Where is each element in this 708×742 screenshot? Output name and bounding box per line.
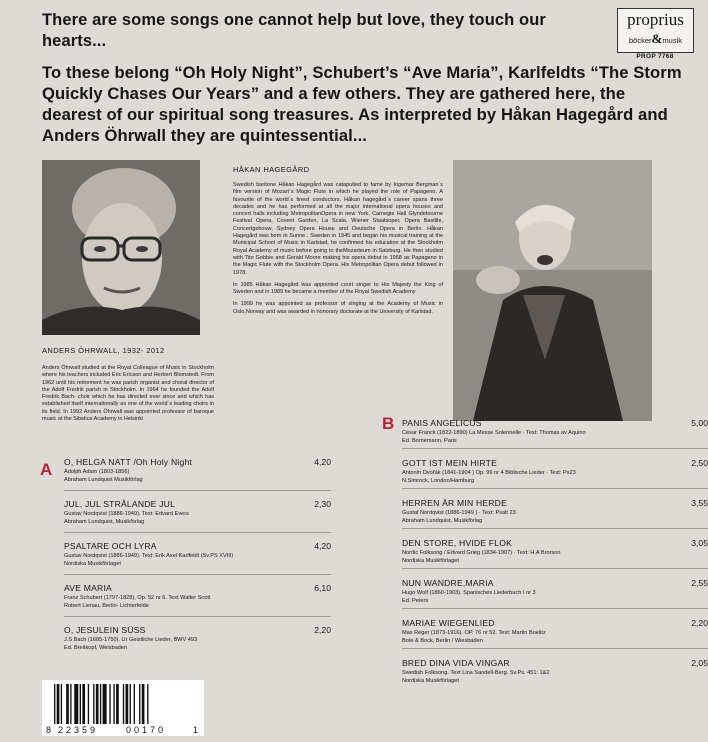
- track-title: BRED DINA VIDA VINGAR: [402, 658, 510, 668]
- track-publisher: Robert Lienau, Berlin- Lichterfelde: [64, 603, 149, 609]
- barcode-bar: [96, 684, 99, 724]
- barcode-bar: [54, 684, 55, 724]
- track-item: [402, 418, 708, 449]
- barcode-bar: [88, 684, 89, 724]
- hakan-photo: [453, 160, 652, 421]
- track-duration: 5,00: [691, 418, 708, 428]
- hakan-bio-paragraph: In 1985 Håkan Hagegård was appointed court singer to His Majesty the King of Sweden and in 1989 he became a member of the Royal Swedish Academy: [233, 281, 443, 296]
- track-publisher: Ed. Bornemann, Paris: [402, 438, 457, 444]
- barcode-digit-last: 1: [193, 725, 199, 735]
- logo-sub-right: musik: [662, 36, 682, 45]
- side-a-letter: A: [40, 460, 53, 479]
- barcode-bar: [113, 684, 114, 724]
- track-publisher: Ed. Breitkopf, Weisbaden: [64, 645, 128, 651]
- track-composer: Gustaf Nordqvist (1886-1949 ) · Text: Psalt 23: [402, 510, 516, 516]
- barcode-bar: [80, 684, 81, 724]
- track-item: [64, 541, 331, 575]
- track-title: O, JESULEIN SÜSS: [64, 625, 146, 635]
- proprius-logo: [617, 8, 694, 53]
- track-item: [402, 498, 708, 529]
- track-composer: Franz Schubert (1797-1828), Op. 52 nr 6. Text Walter Scott: [64, 595, 211, 601]
- track-title: PANIS ANGELICUS: [402, 418, 482, 428]
- track-duration: 6,10: [314, 583, 331, 593]
- track-duration: 4,20: [314, 541, 331, 551]
- main-text: To these belong “Oh Holy Night”, Schubert’s “Ave Maria”, Karlfeldts “The Storm Quickly Chases Our Years” and a few others. They are gathered here, the dearest of our spiritual song treasures. As interpreted by Håkan Hagegård and Anders Öhrwall they are quintessential...: [42, 63, 682, 145]
- side-b-letter: B: [382, 414, 395, 433]
- track-publisher: Abraham Lundquist, Musikförlag: [402, 518, 483, 524]
- barcode-bar: [126, 684, 129, 724]
- track-composer: Nordic Folksong / Edvard Grieg (1834-1907) · Text: H.A Brorson: [402, 550, 561, 556]
- track-title: O, HELGA NATT /Oh Holy Night: [64, 457, 193, 467]
- track-duration: 4,20: [314, 457, 331, 467]
- track-duration: 2,05: [691, 658, 708, 668]
- track-publisher: N.Simrock, London/Hamburg: [402, 478, 475, 484]
- barcode-bar: [93, 684, 94, 724]
- track-title: MARIAE WIEGENLIED: [402, 618, 495, 628]
- track-publisher: Nordiska Musikförlaget: [402, 678, 459, 684]
- track-item: [402, 658, 708, 688]
- track-duration: 2,20: [691, 618, 708, 628]
- track-composer: César Franck (1822-1890) La Messe Solennelle · Text: Thomas av Aquino: [402, 430, 586, 436]
- track-title: GOTT IST MEIN HIRTE: [402, 458, 497, 468]
- barcode-bar: [82, 684, 85, 724]
- track-composer: J.S Bach (1685-1750). Ur Geistliche Lieder, BWV 493: [64, 637, 198, 643]
- barcode-bar: [139, 684, 140, 724]
- catalog-number: PROP 7768: [636, 53, 674, 60]
- track-publisher: Nordiska Musikförlaget: [402, 558, 459, 564]
- barcode-digits-right: 00170: [126, 725, 167, 735]
- track-composer: Swedish Folksong. Text Lina Sandell-Berg. Sv.Ps. 451: 1&2: [402, 670, 550, 676]
- track-duration: 2,50: [691, 458, 708, 468]
- barcode-digits-left: 22359: [58, 725, 99, 735]
- barcode-digit-first: 8: [46, 725, 52, 735]
- barcode-bar: [103, 684, 107, 724]
- hakan-bio-paragraph: In 1999 he was appointed as professor of singing at the Academy of Music in Oslo,Norway and was awarded in honorary doctorate at the University of Karlstad.: [233, 301, 443, 315]
- anders-bio: Anders Öhrwall studied at the Royal Colleague of Music in Stockholm where his teachers included Eric Ericson and Herbert Blomstedt. From 1962 until his retirement he was parish organist and choral director of the Adolf Fredrik parish in Stockholm. In 1964 he founded the Adolf Fredrik Bach- choir which he has directed ever since and which has established itself internationally as one of the world´s leading choirs in its field. In 1992 Anders Öhrwall was appointed professor of baroque music at the Sibelius Academy in Helsinki: [42, 365, 214, 423]
- track-publisher: Nordiska Musikförlaget: [64, 561, 121, 567]
- track-duration: 3,55: [691, 498, 708, 508]
- barcode-bar: [109, 684, 110, 724]
- track-item: [402, 578, 708, 609]
- intro-text: There are some songs one cannot help but love, they touch our hearts...: [42, 11, 546, 50]
- track-composer: Gustav Nordqvist (1886-1949). Text: Erik Axel Karlfeldt (Sv.PS XVIII): [64, 553, 234, 559]
- barcode-bar: [74, 684, 78, 724]
- barcode-bar: [70, 684, 71, 724]
- track-publisher: Abraham Lundquist, Musikförlag: [64, 519, 145, 525]
- track-item: [64, 625, 331, 658]
- track-item: [64, 499, 331, 533]
- track-title: PSALTARE OCH LYRA: [64, 541, 157, 551]
- track-composer: Adolph Adam (1803-1856): [64, 469, 130, 475]
- track-duration: 2,20: [314, 625, 331, 635]
- anders-caption: ANDERS ÖHRWALL, 1932- 2012: [42, 346, 165, 355]
- barcode-bar: [61, 684, 62, 724]
- track-publisher: Ed. Peters: [402, 598, 429, 604]
- barcode-bar: [116, 684, 119, 724]
- track-item: [64, 457, 331, 491]
- barcode-bar: [123, 684, 124, 724]
- track-publisher: Abraham Lundquist Musikförlag: [64, 477, 143, 483]
- track-title: NUN WANDRE,MARIA: [402, 578, 494, 588]
- track-duration: 2,55: [691, 578, 708, 588]
- logo-name: proprius: [627, 10, 684, 29]
- barcode-bar: [142, 684, 145, 724]
- track-item: [402, 538, 708, 569]
- barcode-bar: [147, 684, 148, 724]
- hakan-bio: [233, 182, 443, 321]
- track-duration: 3,05: [691, 538, 708, 548]
- barcode-bar: [66, 684, 69, 724]
- track-publisher: Bote & Bock, Berlin / Wiesbaden: [402, 638, 483, 644]
- track-title: DEN STORE, HVIDE FLOK: [402, 538, 513, 548]
- barcode-bar: [57, 684, 60, 724]
- track-title: HERREN ÄR MIN HERDE: [402, 498, 508, 508]
- anders-photo: [42, 160, 200, 335]
- track-title: AVE MARIA: [64, 583, 112, 593]
- hakan-title: HÅKAN HAGEGÅRD: [233, 165, 310, 174]
- track-duration: 2,30: [314, 499, 331, 509]
- track-title: JUL, JUL STRÅLANDE JUL: [64, 499, 176, 509]
- logo-subtitle: [618, 31, 693, 47]
- track-composer: Antonín Dvořák (1841-1904 ) Op. 99 nr 4 Biblische Lieder · Text: Ps23: [402, 470, 576, 476]
- barcode-bars: [54, 684, 149, 724]
- track-composer: Max Reger (1873-1916). OP. 76 nr 52. Text: Martin Boelitz: [402, 630, 546, 636]
- track-composer: Hugo Wolf (1860-1903). Spanisches Liederbuch I nr 3: [402, 590, 536, 596]
- barcode: [42, 680, 204, 736]
- track-item: [64, 583, 331, 617]
- hakan-bio-paragraph: Swedish baritone Håkan Hagegård was catapulted to fame by Ingemar Bergman´s film version of Mozart´s Magic Flute in which he played the role of Papageno. A favourite of the world´s finest conductors, Håkan hagegård´s career spans three decades and he has performed at all the major international opera houses and concert halls including MetropolitanOpera in new York, Carnegie Hall Glyndebourne Festival Opera, Covent Garden, La Scala, Wiener Staatsoper, Opera Bastille, Concertgebouw, Sydney Opera House and Deutsche Opera in Berlin. Håkan Hagegård was born in Sunne , Sweden in 1945 and began his musical training at the Municipal School of Music in Karlstad, he confirmed his education at the Stockholm Royal Academy of music before going to theMozarteum in Salzburg. He then studied with Tito Gobbie and Gerald Moore making his opera debut in 1968 as Papageno in the Magic Flute with the Stockholm Opera. His Metropolitan Opera debut followed in 1978.: [233, 182, 443, 276]
- barcode-bar: [100, 684, 101, 724]
- track-item: [402, 458, 708, 489]
- barcode-bar: [130, 684, 131, 724]
- track-composer: Gustav Nordqvist (1886-1949). Text: Edvard Evers: [64, 511, 189, 517]
- logo-sub-left: böcker: [629, 36, 652, 45]
- track-item: [402, 618, 708, 649]
- logo-ampersand: &: [651, 31, 663, 46]
- barcode-bar: [134, 684, 135, 724]
